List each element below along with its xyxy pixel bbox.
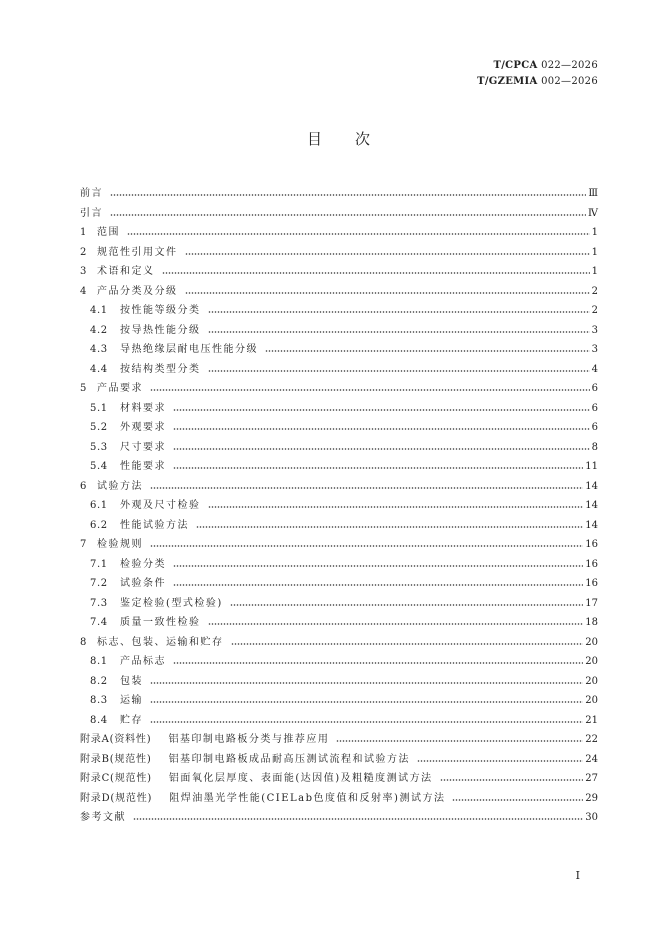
toc-entry[interactable]	[80, 360, 598, 380]
toc-entry-number: 3	[80, 266, 87, 277]
toc-entry-number: 7.3	[90, 597, 108, 609]
dot-leader	[173, 584, 583, 586]
toc-entry-page: 1	[591, 266, 598, 277]
standard-code-number: 022—2026	[541, 60, 598, 71]
toc-entry[interactable]	[80, 477, 598, 497]
toc-entry[interactable]	[80, 555, 598, 575]
toc-entry-title: 外观要求	[120, 422, 166, 433]
toc-entry[interactable]	[80, 399, 598, 419]
dot-leader	[110, 214, 586, 216]
toc-entry-page: 18	[585, 617, 598, 628]
toc-entry[interactable]	[80, 496, 598, 516]
toc-entry-number: 8	[80, 636, 87, 648]
dot-leader	[336, 740, 583, 742]
toc-entry[interactable]	[80, 262, 598, 282]
toc-entry-title: 规范性引用文件	[97, 246, 178, 258]
toc-entry-title: 按性能等级分类	[120, 305, 201, 316]
toc-entry-page: 1	[591, 227, 598, 238]
toc-entry-title: 尺寸要求	[120, 441, 166, 453]
dot-leader	[265, 350, 590, 352]
toc-entry-number: 7.4	[90, 617, 108, 628]
toc-entry-title: 检验规则	[97, 539, 143, 550]
toc-entry-page: 6	[591, 422, 598, 433]
toc-entry[interactable]	[80, 282, 598, 302]
standard-code-line-1	[477, 58, 598, 74]
dot-leader	[150, 545, 583, 547]
standard-code-header	[477, 58, 598, 90]
toc-entry-number: 6.2	[90, 519, 108, 531]
dot-leader	[110, 194, 586, 196]
toc-entry-title: 阻焊油墨光学性能(CIELab色度值和反射率)测试方法	[169, 792, 446, 804]
toc-entry-page: 24	[585, 753, 598, 765]
toc-entry-number: 7	[80, 539, 87, 550]
toc-entry[interactable]	[80, 633, 598, 653]
toc-entry-page: 2	[591, 285, 598, 297]
toc-entry-title: 性能试验方法	[120, 519, 189, 531]
toc-entry-number: 附录B(规范性)	[80, 753, 152, 765]
toc-entry-number: 5	[80, 383, 87, 394]
toc-entry[interactable]	[80, 379, 598, 399]
dot-leader	[150, 682, 583, 684]
toc-entry-page: 14	[585, 480, 598, 492]
toc-entry-title: 参考文献	[80, 812, 126, 823]
toc-entry-page: 11	[585, 461, 598, 472]
toc-entry-number: 4	[80, 285, 87, 297]
dot-leader	[185, 253, 590, 255]
toc-entry[interactable]	[80, 672, 598, 692]
toc-entry-number: 附录A(资料性)	[80, 734, 152, 745]
toc-entry-title: 导热绝缘层耐电压性能分级	[120, 344, 258, 355]
toc-entry-number: 2	[80, 246, 87, 258]
toc-entry-page: 14	[585, 519, 598, 531]
dot-leader	[173, 428, 590, 430]
standard-code-line-2	[477, 74, 598, 90]
toc-entry-number: 4.2	[90, 324, 108, 336]
toc-entry-title: 质量一致性检验	[120, 617, 201, 628]
toc-entry-title: 包装	[120, 675, 143, 687]
toc-entry-number: 5.3	[90, 441, 108, 453]
toc-entry[interactable]	[80, 243, 598, 263]
dot-leader	[231, 643, 584, 645]
toc-entry-page: 8	[591, 441, 598, 453]
toc-entry-number: 附录C(规范性)	[80, 773, 152, 784]
dot-leader	[208, 311, 590, 313]
toc-entry-title: 产品标志	[120, 656, 166, 667]
toc-entry-title: 铝面氧化层厚度、表面能(达因值)及粗糙度测试方法	[168, 773, 433, 784]
toc-entry-number: 5.2	[90, 422, 108, 433]
dot-leader	[208, 506, 584, 508]
toc-entry-page: 20	[585, 675, 598, 687]
toc-entry[interactable]	[80, 613, 598, 633]
toc-entry-page: Ⅲ	[588, 188, 598, 199]
dot-leader	[127, 233, 590, 235]
dot-leader	[440, 779, 584, 781]
page-number: I	[575, 869, 580, 882]
toc-entry-page: 30	[585, 812, 598, 823]
toc-entry-page: 6	[591, 383, 598, 394]
dot-leader	[230, 604, 583, 606]
toc-entry-title: 运输	[120, 695, 143, 706]
toc-entry-number: 4.3	[90, 344, 108, 355]
toc-entry[interactable]	[80, 438, 598, 458]
toc-entry[interactable]	[80, 711, 598, 731]
standard-code-prefix: T/CPCA	[493, 60, 538, 71]
toc-entry-number: 6.1	[90, 500, 108, 511]
toc-entry-title: 按导热性能分级	[120, 324, 201, 336]
toc-entry-number: 6	[80, 480, 87, 492]
toc-entry-page: 20	[585, 656, 598, 667]
toc-title: 目 次	[306, 130, 371, 148]
toc-entry-number: 1	[80, 227, 87, 238]
toc-entry[interactable]	[80, 574, 598, 594]
toc-entry-title: 铝基印制电路板分类与推荐应用	[168, 734, 330, 745]
dot-leader	[208, 370, 590, 372]
dot-leader	[173, 662, 583, 664]
dot-leader	[133, 818, 583, 820]
toc-entry-title: 试验方法	[97, 480, 143, 492]
toc-entry-title: 范围	[97, 227, 120, 238]
toc-entry-title: 贮存	[120, 714, 143, 726]
toc-entry-page: 17	[585, 597, 598, 609]
toc-entry-title: 引言	[80, 207, 103, 219]
toc-entry-page: 6	[591, 402, 598, 414]
toc-entry[interactable]	[80, 535, 598, 555]
toc-entry-number: 5.4	[90, 461, 108, 472]
toc-entry[interactable]	[80, 321, 598, 341]
toc-entry-page: Ⅳ	[588, 207, 598, 219]
toc-entry-page: 14	[585, 500, 598, 511]
toc-entry[interactable]	[80, 750, 598, 770]
toc-entry-title: 性能要求	[120, 461, 166, 472]
toc-entry[interactable]	[80, 223, 598, 243]
toc-entry[interactable]	[80, 789, 598, 809]
toc-entry[interactable]	[80, 516, 598, 536]
dot-leader	[173, 565, 583, 567]
toc-entry-title: 标志、包装、运输和贮存	[97, 636, 224, 648]
toc-entry-title: 鉴定检验(型式检验)	[120, 597, 223, 609]
toc-entry-title: 产品要求	[97, 383, 143, 394]
toc-entry-page: 2	[591, 305, 598, 316]
dot-leader	[417, 760, 583, 762]
toc-entry-number: 附录D(规范性)	[80, 792, 153, 804]
toc-entry-page: 3	[591, 324, 598, 336]
toc-entry-title: 检验分类	[120, 558, 166, 570]
dot-leader	[208, 331, 590, 333]
toc-entry-page: 27	[585, 773, 598, 784]
toc-entry-title: 前言	[80, 188, 103, 199]
toc-entry-page: 20	[585, 636, 598, 648]
dot-leader	[150, 721, 583, 723]
toc-entry-title: 术语和定义	[97, 266, 155, 277]
dot-leader	[452, 799, 583, 801]
dot-leader	[162, 272, 590, 274]
dot-leader	[173, 467, 583, 469]
dot-leader	[150, 487, 583, 489]
toc-entry-number: 4.1	[90, 305, 108, 316]
dot-leader	[208, 623, 584, 625]
toc-entry[interactable]	[80, 301, 598, 321]
toc-entry-title: 外观及尺寸检验	[120, 500, 201, 511]
toc-entry-page: 16	[585, 539, 598, 550]
toc-entry-title: 材料要求	[120, 402, 166, 414]
toc-entry-number: 7.1	[90, 558, 108, 570]
toc-entry[interactable]	[80, 457, 598, 477]
toc-entry[interactable]	[80, 184, 598, 204]
toc-entry[interactable]	[80, 204, 598, 224]
toc-entry-page: 22	[585, 734, 598, 745]
toc-entry[interactable]	[80, 730, 598, 750]
toc-entry-page: 29	[585, 792, 598, 804]
toc-entry-title: 试验条件	[120, 578, 166, 589]
toc-entry-number: 8.4	[90, 714, 108, 726]
toc-entry-page: 3	[591, 344, 598, 355]
dot-leader	[150, 701, 583, 703]
dot-leader	[196, 526, 583, 528]
toc-entry[interactable]	[80, 808, 598, 828]
toc-entry[interactable]	[80, 594, 598, 614]
toc-entry-page: 20	[585, 695, 598, 706]
toc-entry-page: 4	[591, 363, 598, 375]
toc-entry-number: 7.2	[90, 578, 108, 589]
table-of-contents	[80, 184, 598, 828]
standard-code-prefix: T/GZEMIA	[477, 76, 538, 87]
toc-entry-title: 产品分类及分级	[97, 285, 178, 297]
dot-leader	[150, 389, 590, 391]
toc-entry[interactable]	[80, 652, 598, 672]
toc-entry-title: 铝基印制电路板成品耐高压测试流程和试验方法	[168, 753, 411, 765]
toc-entry-number: 8.3	[90, 695, 108, 706]
toc-entry[interactable]	[80, 418, 598, 438]
toc-entry-number: 8.1	[90, 656, 108, 667]
toc-entry[interactable]	[80, 769, 598, 789]
dot-leader	[173, 409, 590, 411]
toc-entry-number: 8.2	[90, 675, 108, 687]
toc-entry[interactable]	[80, 340, 598, 360]
toc-entry-page: 21	[585, 714, 598, 726]
dot-leader	[185, 292, 590, 294]
toc-entry-page: 16	[585, 578, 598, 589]
toc-entry-page: 16	[585, 558, 598, 570]
toc-entry[interactable]	[80, 691, 598, 711]
toc-entry-number: 4.4	[90, 363, 108, 375]
toc-entry-page: 1	[591, 246, 598, 258]
toc-entry-number: 5.1	[90, 402, 108, 414]
standard-code-number: 002—2026	[541, 76, 598, 87]
dot-leader	[173, 448, 590, 450]
toc-entry-title: 按结构类型分类	[120, 363, 201, 375]
